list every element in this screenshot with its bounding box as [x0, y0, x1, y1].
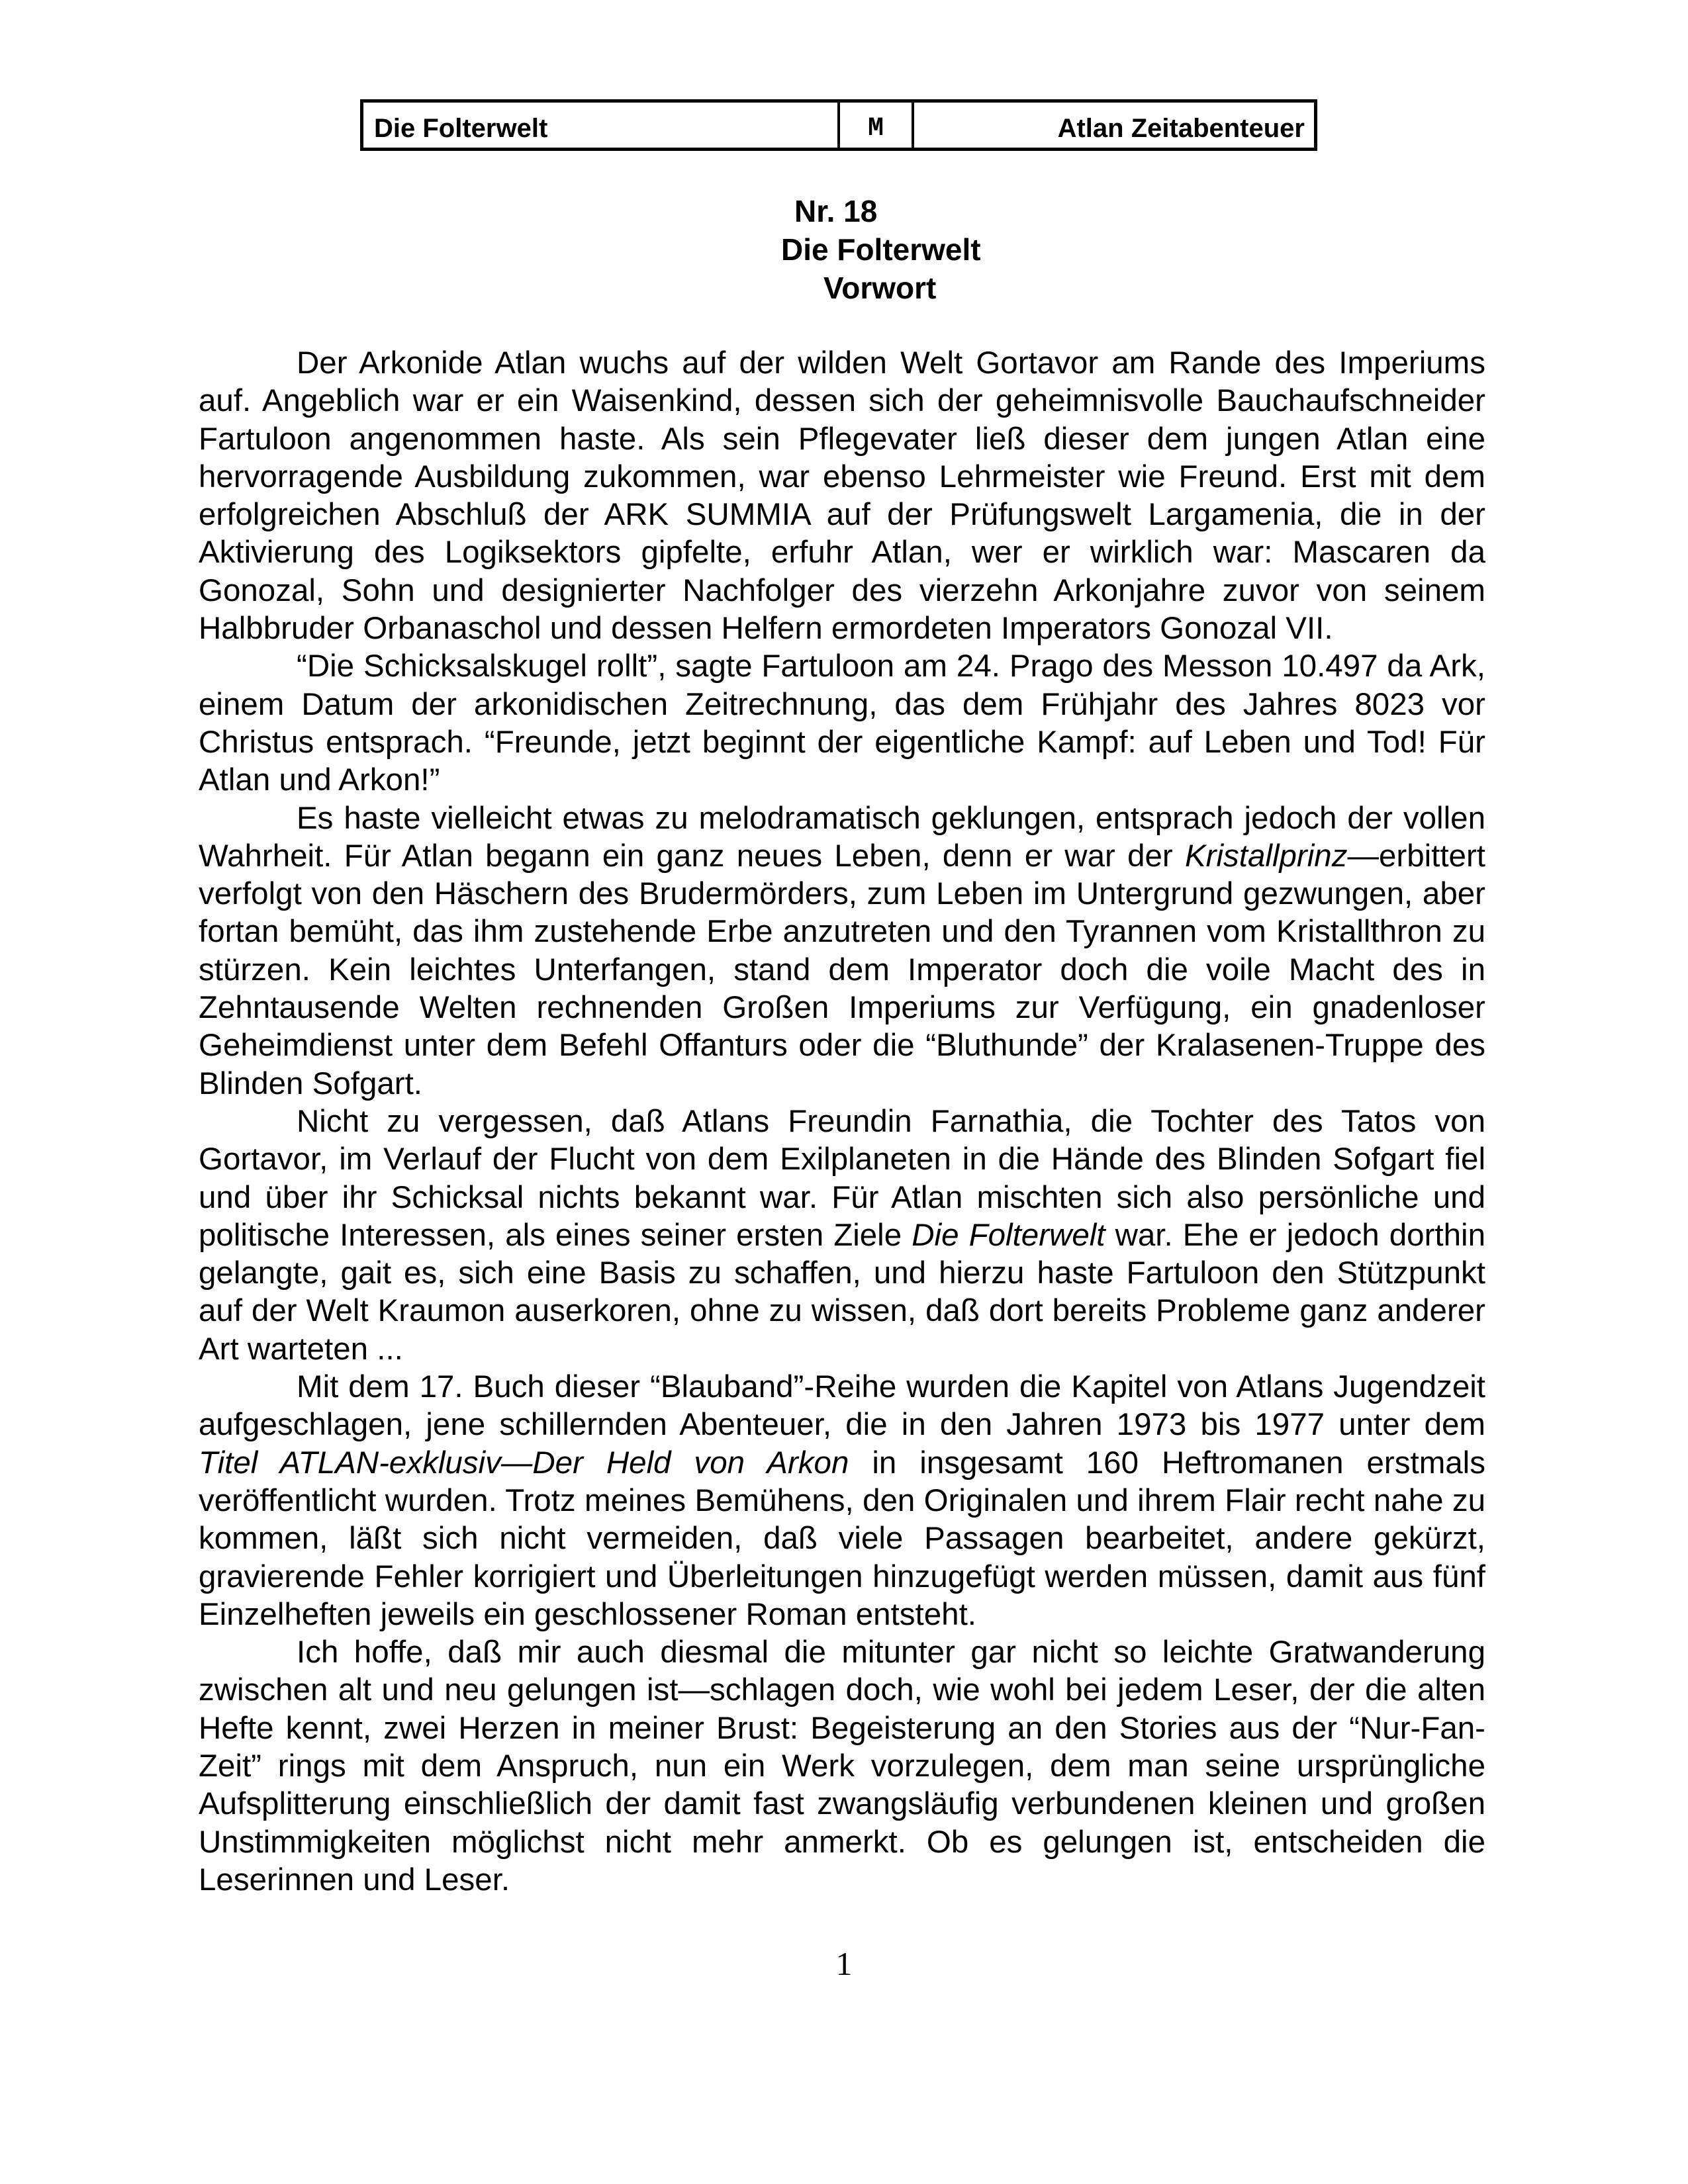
- paragraph-6: Ich hoffe, daß mir auch diesmal die mitunter gar nicht so leichte Gratwanderung zwischen alt und neu gelungen ist—schlagen doch, wie wohl bei jedem Leser, der die alten Hefte kennt, zwei Herzen in meiner Brust: Begeisterung an den Stories aus der “Nur-Fan-Zeit” rings mit dem Anspruch, nun ein Werk vorzulegen, dem man seine ursprüngliche Aufsplitterung einschließlich der damit fast zwangsläufig verbundenen kleinen und großen Unstimmigkeiten möglichst nicht mehr anmerkt. Ob es gelungen ist, entscheiden die Leserinnen und Leser.: [199, 1635, 1485, 1897]
- italic-term: Die Folterwelt: [912, 1217, 1105, 1253]
- paragraph-4: Nicht zu vergessen, daß Atlans Freundin Farnathia, die Tochter des Tatos von Gortavor, im Verlauf der Flucht von dem Exilplaneten in die Hände des Blinden Sofgart fiel und über ihr Schicksal nichts bekannt war. Für Atlan mischten sich also persönliche und politische Interessen, als eines seiner ersten Ziele Die Folterwelt war. Ehe er jedoch dorthin gelangte, gait es, sich eine Basis zu schaffen, und hierzu haste Fartuloon den Stützpunkt auf der Welt Kraumon auserkoren, ohne zu wissen, daß dort bereits Probleme ganz anderer Art warteten ...: [199, 1103, 1486, 1367]
- header-logo-mark: M: [840, 103, 914, 148]
- section-heading: Vorwort: [823, 271, 937, 305]
- paragraph-5: Mit dem 17. Buch dieser “Blauband”-Reihe wurden die Kapitel von Atlans Jugendzeit aufgeschlagen, jene schillernden Abenteuer, die in den Jahren 1973 bis 1977 unter dem Titel ATLAN-exklusiv—Der Held von Arkon in insgesamt 160 Heftromanen erstmals veröffentlicht wurden. Trotz meines Bemühens, den Originalen und ihrem Flair recht nahe zu kommen, läßt sich nicht vermeiden, daß viele Passagen bearbeitet, andere gekürzt, gravierende Fehler korrigiert und Überleitungen hinzugefügt werden müssen, damit aus fünf Einzelheften jeweils ein geschlossener Roman entsteht.: [199, 1369, 1485, 1632]
- header-book-title: Die Folterwelt: [363, 103, 840, 148]
- italic-term: Kristallprinz: [1184, 838, 1348, 874]
- volume-number: Nr. 18: [794, 194, 878, 228]
- foreword-body: [199, 344, 1485, 1899]
- paragraph-3: Es haste vielleicht etwas zu melodramatisch geklungen, entsprach jedoch der vollen Wahrheit. Für Atlan begann ein ganz neues Leben, denn er war der Kristallprinz—erbittert verfolgt von den Häschern des Brudermörders, zum Leben im Untergrund gezwungen, aber fortan bemüht, das ihm zustehende Erbe anzutreten und den Tyrannen vom Kristallthron zu stürzen. Kein leichtes Unterfangen, stand dem Imperator doch die voile Macht des in Zehntausende Welten rechnenden Großen Imperiums zur Verfügung, ein gnadenloser Geheimdienst unter dem Befehl Offanturs oder die “Bluthunde” der Kralasenen-Truppe des Blinden Sofgart.: [199, 800, 1485, 1101]
- header-series-title: Atlan Zeitabenteuer: [1057, 114, 1305, 143]
- chapter-title-block: [728, 192, 1125, 307]
- book-title: Die Folterwelt: [781, 232, 981, 267]
- paragraph-2: “Die Schicksalskugel rollt”, sagte Fartuloon am 24. Prago des Messon 10.497 da Ark, einem Datum der arkonidischen Zeitrechnung, das dem Frühjahr des Jahres 8023 vor Christus entsprach. “Freunde, jetzt beginnt der eigentliche Kampf: auf Leben und Tod! Für Atlan und Arkon!”: [199, 649, 1485, 798]
- italic-term: Titel ATLAN-exklusiv—Der Held von Arkon: [199, 1445, 849, 1480]
- page-number: 1: [835, 1945, 853, 1982]
- running-header: [360, 99, 1317, 151]
- paragraph-1: Der Arkonide Atlan wuchs auf der wilden Welt Gortavor am Rande des Imperiums auf. Angeblich war er ein Waisenkind, dessen sich der geheimnisvolle Bauchaufschneider Fartuloon angenommen haste. Als sein Pflegevater ließ dieser dem jungen Atlan eine hervorragende Ausbildung zukommen, war ebenso Lehrmeister wie Freund. Erst mit dem erfolgreichen Abschluß der ARK SUMMIA auf der Prüfungswelt Largamenia, die in der Aktivierung des Logiksektors gipfelte, erfuhr Atlan, wer er wirklich war: Mascaren da Gonozal, Sohn und designierter Nachfolger des vierzehn Arkonjahre zuvor von seinem Halbbruder Orbanaschol und dessen Helfern ermordeten Imperators Gonozal VII.: [199, 345, 1485, 647]
